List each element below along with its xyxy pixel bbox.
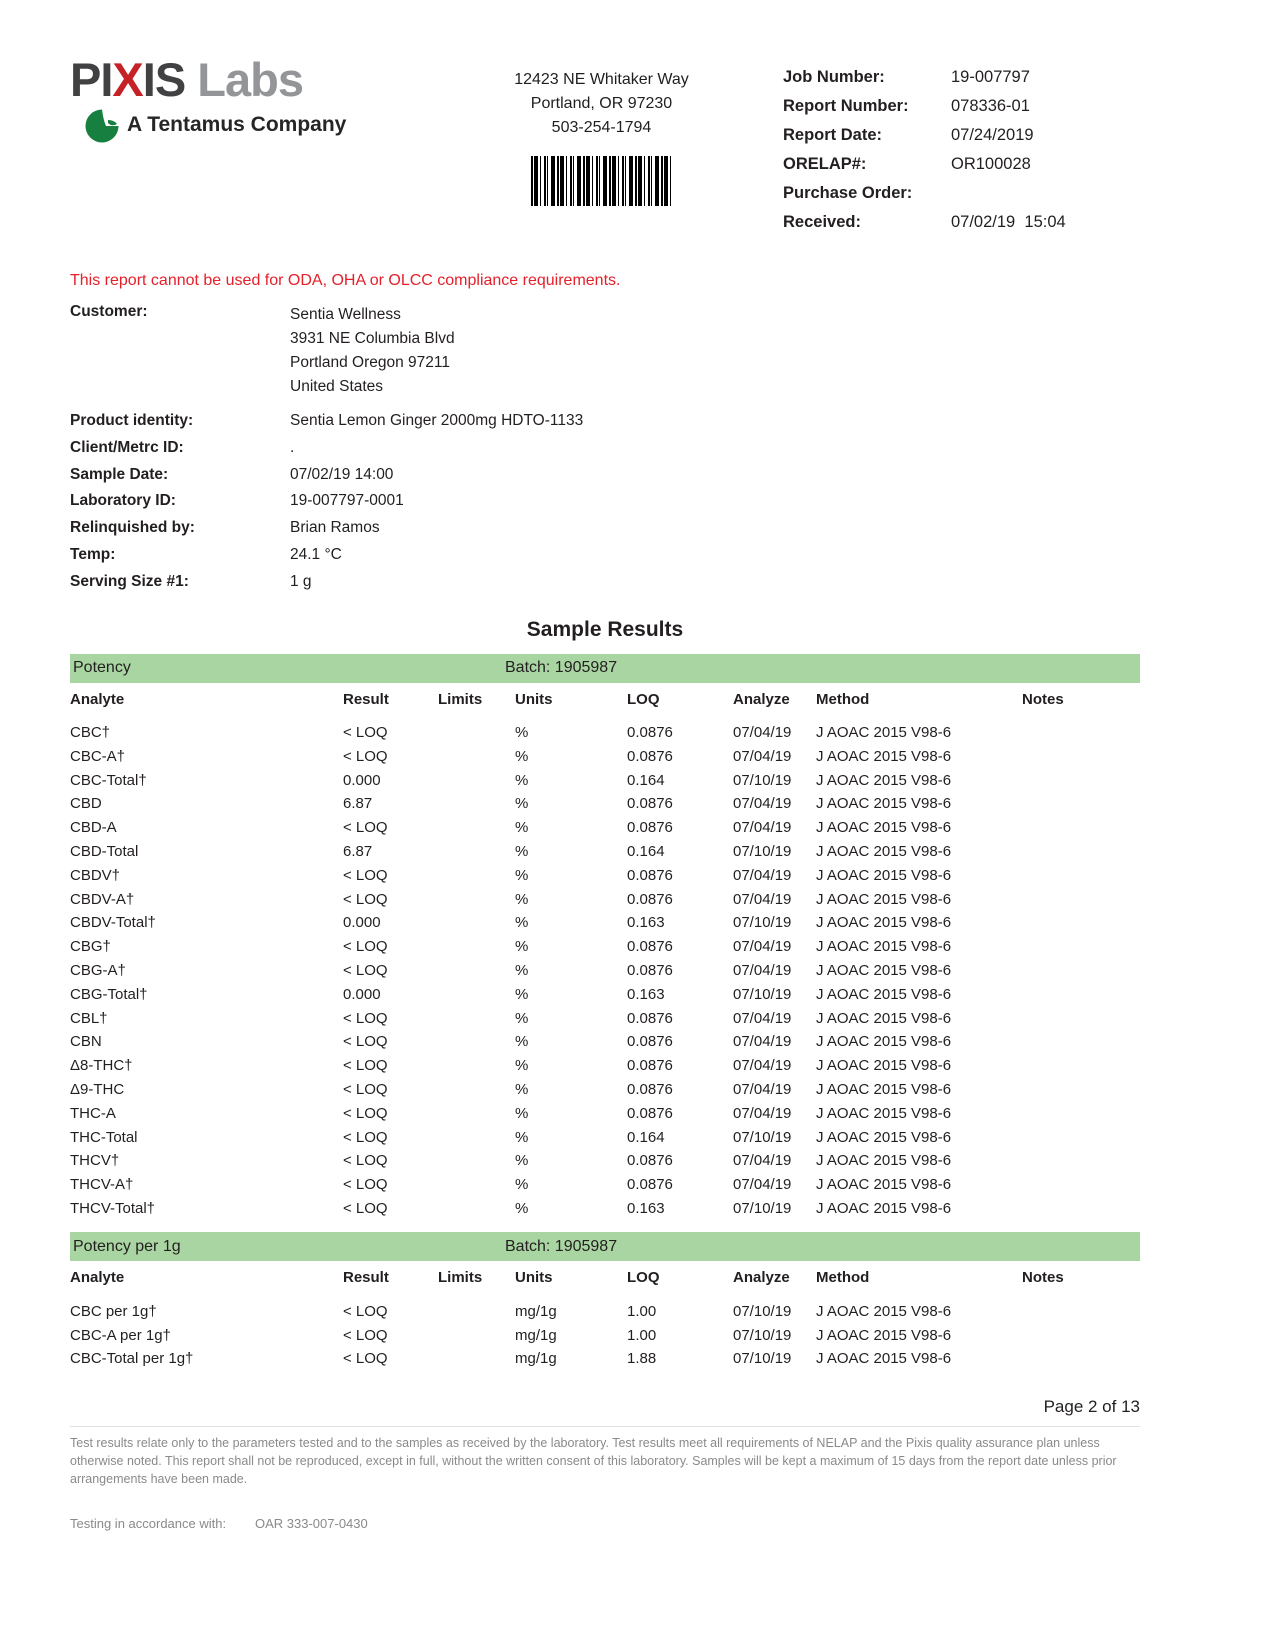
table-row [70, 887, 1140, 911]
meta-label: Report Number: [783, 97, 909, 115]
table-cell: 0.0876 [627, 1057, 673, 1075]
table-header-row [70, 691, 1140, 708]
batch-label: Batch: 1905987 [505, 659, 618, 677]
customer-address [290, 303, 455, 399]
table-cell: % [515, 819, 529, 837]
table-cell: % [515, 1033, 529, 1051]
address-line: 12423 NE Whitaker Way [514, 71, 689, 88]
table-cell: % [515, 866, 529, 884]
info-row [70, 435, 1140, 462]
info-value: 1 g [290, 572, 312, 590]
table-cell: CBG-Total† [70, 985, 148, 1003]
info-value: 24.1 °C [290, 545, 342, 563]
table-cell: % [515, 771, 529, 789]
table-cell: J AOAC 2015 V98-6 [816, 1302, 952, 1320]
table-cell: CBC-A† [70, 747, 126, 765]
table-cell: J AOAC 2015 V98-6 [816, 842, 952, 860]
table-cell: % [515, 1057, 529, 1075]
table-cell: 07/04/19 [733, 1104, 792, 1122]
info-value: Sentia Lemon Ginger 2000mg HDTO-1133 [290, 412, 584, 429]
table-cell: % [515, 961, 529, 979]
info-label: Client/Metrc ID: [70, 438, 184, 456]
meta-row [783, 155, 1140, 174]
info-value: . [290, 438, 295, 456]
accordance-value: OAR 333-007-0430 [255, 1516, 368, 1532]
info-label: Laboratory ID: [70, 492, 176, 510]
table-cell: J AOAC 2015 V98-6 [816, 1326, 952, 1344]
table-row [70, 1101, 1140, 1125]
results-sections [70, 654, 1140, 1371]
table-cell: < LOQ [343, 723, 388, 741]
table-cell: 07/10/19 [733, 985, 792, 1003]
info-label: Relinquished by: [70, 519, 195, 537]
table-cell: < LOQ [343, 1009, 388, 1027]
table-cell: CBC-Total per 1g† [70, 1350, 194, 1368]
meta-label: ORELAP#: [783, 155, 867, 173]
table-cell: % [515, 1176, 529, 1194]
table-cell: 1.00 [627, 1302, 657, 1320]
table-cell: % [515, 1104, 529, 1122]
info-label: Temp: [70, 545, 116, 563]
table-cell: 0.0876 [627, 938, 673, 956]
info-row [70, 515, 1140, 542]
table-cell: 07/10/19 [733, 1350, 792, 1368]
table-cell: 07/10/19 [733, 1326, 792, 1344]
table-cell: % [515, 842, 529, 860]
table-cell: % [515, 723, 529, 741]
table-cell: 0.0876 [627, 1176, 673, 1194]
table-cell: < LOQ [343, 866, 388, 884]
customer-address-line: Sentia Wellness [290, 306, 401, 323]
table-cell: J AOAC 2015 V98-6 [816, 866, 952, 884]
table-cell: J AOAC 2015 V98-6 [816, 819, 952, 837]
table-cell: < LOQ [343, 890, 388, 908]
table-cell: % [515, 985, 529, 1003]
table-cell: 07/04/19 [733, 747, 792, 765]
table-cell: THCV-Total† [70, 1199, 156, 1217]
info-row [70, 569, 1140, 596]
meta-row [783, 213, 1140, 232]
table-cell: J AOAC 2015 V98-6 [816, 723, 952, 741]
table-cell: < LOQ [343, 1128, 388, 1146]
customer-block [70, 303, 1140, 399]
table-cell: CBC-A per 1g† [70, 1326, 171, 1344]
section-title: Potency [73, 659, 131, 677]
table-cell: 07/10/19 [733, 1199, 792, 1217]
barcode [531, 156, 673, 206]
table-cell: < LOQ [343, 1326, 388, 1344]
table-cell: 0.163 [627, 1199, 665, 1217]
table-cell: < LOQ [343, 961, 388, 979]
leaf-icon [84, 107, 120, 143]
table-cell: % [515, 938, 529, 956]
table-cell: 07/04/19 [733, 890, 792, 908]
meta-row [783, 97, 1140, 116]
table-cell: Δ8-THC† [70, 1057, 133, 1075]
table-row [70, 744, 1140, 768]
table-row [70, 1149, 1140, 1173]
disclaimer: Test results relate only to the parameters tested and to the samples as received by the laboratory. Test results meet all requirements of NELAP and the Pixis quality assurance plan unless otherwise noted. This report shall not be reproduced, except in full, without the written consent of this laboratory. Samples will be kept a maximum of 15 days from the report date unless prior arrangements have been made. [70, 1426, 1140, 1488]
customer-address-line: 3931 NE Columbia Blvd [290, 330, 455, 347]
column-header: Result [343, 690, 389, 708]
table-cell: J AOAC 2015 V98-6 [816, 914, 952, 932]
table-cell: 0.000 [343, 914, 381, 932]
column-header: Units [515, 690, 553, 708]
table-row [70, 935, 1140, 959]
table-cell: 6.87 [343, 795, 373, 813]
report-header [70, 53, 1140, 242]
table-cell: J AOAC 2015 V98-6 [816, 1009, 952, 1027]
meta-row [783, 126, 1140, 145]
table-cell: 1.88 [627, 1350, 657, 1368]
table-cell: 0.0876 [627, 723, 673, 741]
sample-info [70, 408, 1140, 596]
table-cell: J AOAC 2015 V98-6 [816, 1350, 952, 1368]
meta-row [783, 68, 1140, 87]
table-cell: 0.000 [343, 985, 381, 1003]
table-cell: mg/1g [515, 1302, 557, 1320]
table-cell: % [515, 1128, 529, 1146]
table-cell: J AOAC 2015 V98-6 [816, 771, 952, 789]
table-row [70, 1054, 1140, 1078]
info-label: Product identity: [70, 412, 194, 429]
column-header: Analyte [70, 1269, 125, 1287]
table-cell: J AOAC 2015 V98-6 [816, 938, 952, 956]
logo-part-is: IS [142, 53, 186, 106]
table-row [70, 959, 1140, 983]
column-header: Result [343, 1269, 389, 1287]
table-cell: J AOAC 2015 V98-6 [816, 1057, 952, 1075]
table-cell: < LOQ [343, 1080, 388, 1098]
section-header-bar [70, 654, 1140, 683]
table-row [70, 792, 1140, 816]
table-cell: < LOQ [343, 1104, 388, 1122]
table-cell: CBG-A† [70, 961, 126, 979]
table-cell: CBG† [70, 938, 111, 956]
info-row [70, 462, 1140, 489]
table-cell: Δ9-THC [70, 1080, 125, 1098]
table-cell: CBDV-A† [70, 890, 135, 908]
info-row [70, 542, 1140, 569]
table-cell: 07/04/19 [733, 1033, 792, 1051]
info-value: 19-007797-0001 [290, 492, 404, 510]
address-lines [420, 68, 783, 140]
table-row [70, 1197, 1140, 1221]
table-body [70, 721, 1140, 1221]
table-cell: J AOAC 2015 V98-6 [816, 961, 952, 979]
meta-label: Received: [783, 213, 861, 231]
table-row [70, 1006, 1140, 1030]
table-cell: 0.0876 [627, 1080, 673, 1098]
address-line: 503-254-1794 [551, 119, 652, 136]
results-section [70, 654, 1140, 1221]
table-cell: THC-A [70, 1104, 116, 1122]
logo-part-labs: Labs [185, 53, 303, 106]
table-cell: J AOAC 2015 V98-6 [816, 1033, 952, 1051]
table-cell: 07/10/19 [733, 771, 792, 789]
customer-address-line: United States [290, 378, 384, 395]
meta-value: 07/24/2019 [951, 126, 1034, 144]
table-cell: < LOQ [343, 1152, 388, 1170]
table-cell: CBC† [70, 723, 111, 741]
table-cell: < LOQ [343, 747, 388, 765]
table-cell: THCV† [70, 1152, 120, 1170]
table-cell: < LOQ [343, 819, 388, 837]
table-cell: J AOAC 2015 V98-6 [816, 1128, 952, 1146]
table-cell: 0.163 [627, 914, 665, 932]
logo-part-pi: PI [70, 53, 113, 106]
info-row [70, 408, 1140, 435]
column-header: Analyze [733, 1269, 790, 1287]
table-cell: 07/04/19 [733, 1080, 792, 1098]
table-cell: THC-Total [70, 1128, 138, 1146]
table-cell: % [515, 1152, 529, 1170]
table-cell: % [515, 914, 529, 932]
table-cell: 1.00 [627, 1326, 657, 1344]
table-row [70, 1299, 1140, 1323]
table-cell: 0.0876 [627, 819, 673, 837]
info-label: Serving Size #1: [70, 572, 189, 590]
column-header: Method [816, 690, 870, 708]
table-cell: 07/04/19 [733, 866, 792, 884]
table-cell: 07/04/19 [733, 1009, 792, 1027]
logo-part-x: X [112, 53, 143, 106]
table-cell: J AOAC 2015 V98-6 [816, 1199, 952, 1217]
table-cell: J AOAC 2015 V98-6 [816, 1080, 952, 1098]
meta-value: OR100028 [951, 155, 1031, 173]
table-row [70, 982, 1140, 1006]
table-cell: 0.0876 [627, 866, 673, 884]
table-row [70, 816, 1140, 840]
batch-label: Batch: 1905987 [505, 1237, 618, 1255]
table-cell: J AOAC 2015 V98-6 [816, 985, 952, 1003]
table-cell: CBC-Total† [70, 771, 147, 789]
column-header: Analyte [70, 690, 125, 708]
info-label: Sample Date: [70, 465, 169, 483]
table-row [70, 1030, 1140, 1054]
info-value: 07/02/19 14:00 [290, 465, 394, 483]
table-cell: 0.164 [627, 1128, 665, 1146]
address-line: Portland, OR 97230 [530, 95, 673, 112]
table-cell: % [515, 795, 529, 813]
table-cell: 0.0876 [627, 1009, 673, 1027]
table-cell: 0.0876 [627, 795, 673, 813]
table-body [70, 1299, 1140, 1370]
table-cell: 07/04/19 [733, 1152, 792, 1170]
column-header: Units [515, 1269, 553, 1287]
table-cell: J AOAC 2015 V98-6 [816, 795, 952, 813]
lab-logo [70, 53, 420, 242]
table-cell: 6.87 [343, 842, 373, 860]
table-row [70, 840, 1140, 864]
column-header: LOQ [627, 690, 660, 708]
table-cell: 0.0876 [627, 1033, 673, 1051]
column-header: Analyze [733, 690, 790, 708]
column-header: LOQ [627, 1269, 660, 1287]
table-cell: 0.0876 [627, 961, 673, 979]
table-cell: < LOQ [343, 1199, 388, 1217]
table-cell: 07/04/19 [733, 795, 792, 813]
table-cell: < LOQ [343, 938, 388, 956]
table-cell: 07/04/19 [733, 1176, 792, 1194]
table-cell: J AOAC 2015 V98-6 [816, 1104, 952, 1122]
table-row [70, 1347, 1140, 1371]
table-cell: J AOAC 2015 V98-6 [816, 1152, 952, 1170]
tagline-text: A Tentamus Company [127, 113, 347, 136]
page-number: Page 2 of 13 [1043, 1396, 1140, 1416]
column-header: Method [816, 1269, 870, 1287]
meta-label: Job Number: [783, 68, 885, 86]
info-row [70, 488, 1140, 515]
customer-label: Customer: [70, 303, 148, 320]
table-cell: CBL† [70, 1009, 108, 1027]
table-cell: CBD [70, 795, 102, 813]
table-row [70, 1323, 1140, 1347]
results-title: Sample Results [526, 617, 684, 641]
table-cell: < LOQ [343, 1033, 388, 1051]
table-cell: 07/10/19 [733, 914, 792, 932]
table-row [70, 721, 1140, 745]
table-row [70, 768, 1140, 792]
table-cell: % [515, 890, 529, 908]
table-cell: 07/04/19 [733, 723, 792, 741]
table-cell: 0.0876 [627, 747, 673, 765]
section-title: Potency per 1g [73, 1237, 181, 1255]
info-value: Brian Ramos [290, 519, 380, 537]
table-cell: CBC per 1g† [70, 1302, 157, 1320]
table-cell: J AOAC 2015 V98-6 [816, 747, 952, 765]
table-cell: mg/1g [515, 1326, 557, 1344]
table-row [70, 911, 1140, 935]
logo-wordmark [70, 53, 420, 106]
table-cell: < LOQ [343, 1350, 388, 1368]
table-cell: % [515, 1199, 529, 1217]
meta-label: Purchase Order: [783, 184, 913, 202]
results-section [70, 1232, 1140, 1370]
accordance-label: Testing in accordance with: [70, 1516, 227, 1532]
table-cell: 0.0876 [627, 1152, 673, 1170]
table-cell: 07/10/19 [733, 842, 792, 860]
table-cell: % [515, 1009, 529, 1027]
table-cell: 07/04/19 [733, 1057, 792, 1075]
table-cell: mg/1g [515, 1350, 557, 1368]
table-cell: 07/10/19 [733, 1128, 792, 1146]
table-cell: CBDV† [70, 866, 121, 884]
column-header: Limits [438, 690, 483, 708]
table-cell: < LOQ [343, 1302, 388, 1320]
table-cell: CBDV-Total† [70, 914, 156, 932]
report-meta [783, 56, 1140, 242]
table-cell: J AOAC 2015 V98-6 [816, 1176, 952, 1194]
table-cell: CBD-Total [70, 842, 139, 860]
table-row [70, 1125, 1140, 1149]
table-cell: % [515, 747, 529, 765]
meta-value: 19-007797 [951, 68, 1030, 86]
meta-value: 078336-01 [951, 97, 1030, 115]
table-cell: 0.164 [627, 771, 665, 789]
compliance-notice: This report cannot be used for ODA, OHA or OLCC compliance requirements. [70, 272, 621, 289]
table-cell: < LOQ [343, 1057, 388, 1075]
column-header: Notes [1022, 690, 1064, 708]
table-row [70, 863, 1140, 887]
table-row [70, 1078, 1140, 1102]
table-cell: CBD-A [70, 819, 117, 837]
table-cell: THCV-A† [70, 1176, 134, 1194]
table-cell: < LOQ [343, 1176, 388, 1194]
logo-tagline [84, 107, 420, 143]
accordance-line [70, 1516, 1140, 1531]
table-row [70, 1173, 1140, 1197]
column-header: Notes [1022, 1269, 1064, 1287]
table-cell: % [515, 1080, 529, 1098]
table-cell: 0.163 [627, 985, 665, 1003]
table-cell: 0.0876 [627, 890, 673, 908]
table-cell: J AOAC 2015 V98-6 [816, 890, 952, 908]
meta-row [783, 184, 1140, 203]
table-cell: 0.000 [343, 771, 381, 789]
meta-label: Report Date: [783, 126, 883, 144]
table-header-row [70, 1269, 1140, 1286]
table-cell: 07/04/19 [733, 819, 792, 837]
column-header: Limits [438, 1269, 483, 1287]
table-cell: 0.0876 [627, 1104, 673, 1122]
lab-address [420, 56, 783, 242]
section-header-bar [70, 1232, 1140, 1261]
table-cell: 07/04/19 [733, 961, 792, 979]
table-cell: CBN [70, 1033, 102, 1051]
table-cell: 07/10/19 [733, 1302, 792, 1320]
table-cell: 07/04/19 [733, 938, 792, 956]
customer-address-line: Portland Oregon 97211 [290, 354, 450, 371]
meta-value: 07/02/19 15:04 [951, 213, 1066, 231]
table-cell: 0.164 [627, 842, 665, 860]
